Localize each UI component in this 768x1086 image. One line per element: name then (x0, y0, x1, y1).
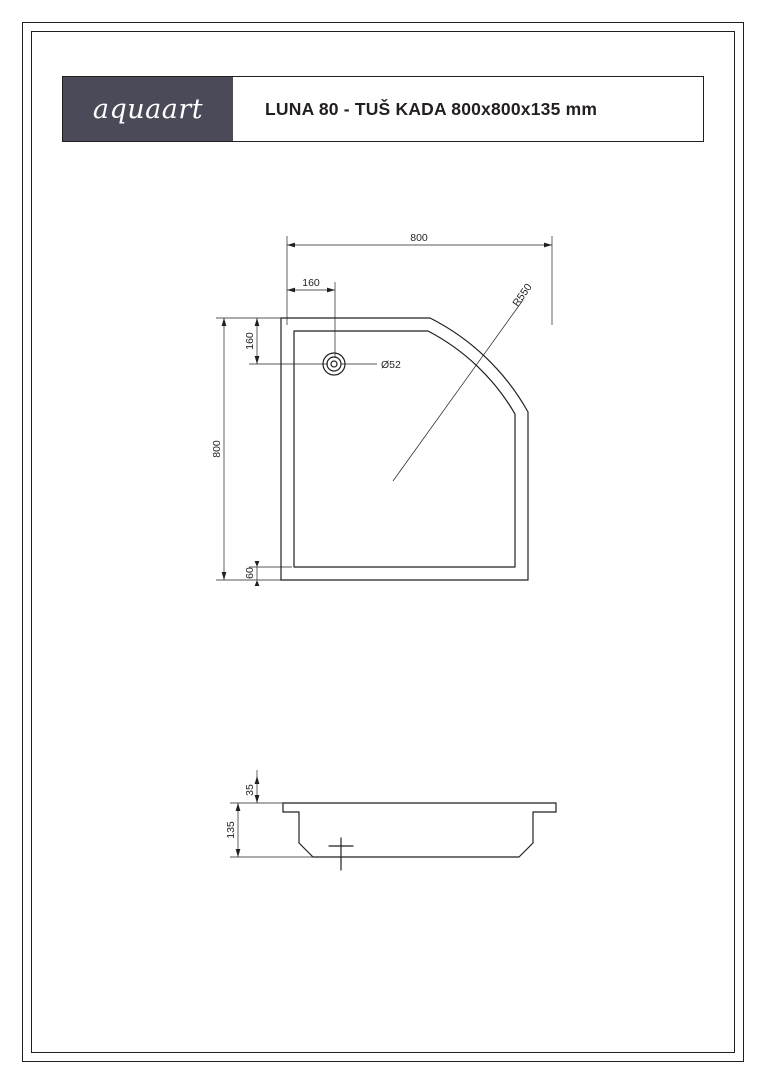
brand-logo-text: aquaart (92, 93, 204, 125)
dim-label-total-height: 135 (225, 821, 237, 839)
dim-label-corner-radius: R550 (510, 281, 535, 310)
dim-label-rim-height: 35 (244, 784, 256, 796)
drawing-title-text: LUNA 80 - TUŠ KADA 800x800x135 mm (265, 98, 598, 119)
drain-mid-circle (327, 357, 341, 371)
tray-outer-outline (281, 318, 528, 580)
dim-label-overall-depth: 800 (211, 440, 223, 458)
side-view-dimensions (230, 770, 316, 857)
dim-label-drain-offset-x: 160 (302, 277, 320, 289)
radius-leader-line (393, 300, 523, 481)
drain-inner-circle (331, 361, 337, 367)
side-body-profile (283, 812, 556, 857)
dim-label-drain-offset-y: 160 (244, 332, 256, 350)
dim-label-drain-diameter: Ø52 (381, 359, 401, 371)
dimension-arrowheads-top (222, 243, 552, 586)
side-view-outline (283, 803, 556, 870)
dim-label-overall-width: 800 (410, 232, 428, 244)
dim-label-bottom-edge: 60 (244, 567, 256, 579)
